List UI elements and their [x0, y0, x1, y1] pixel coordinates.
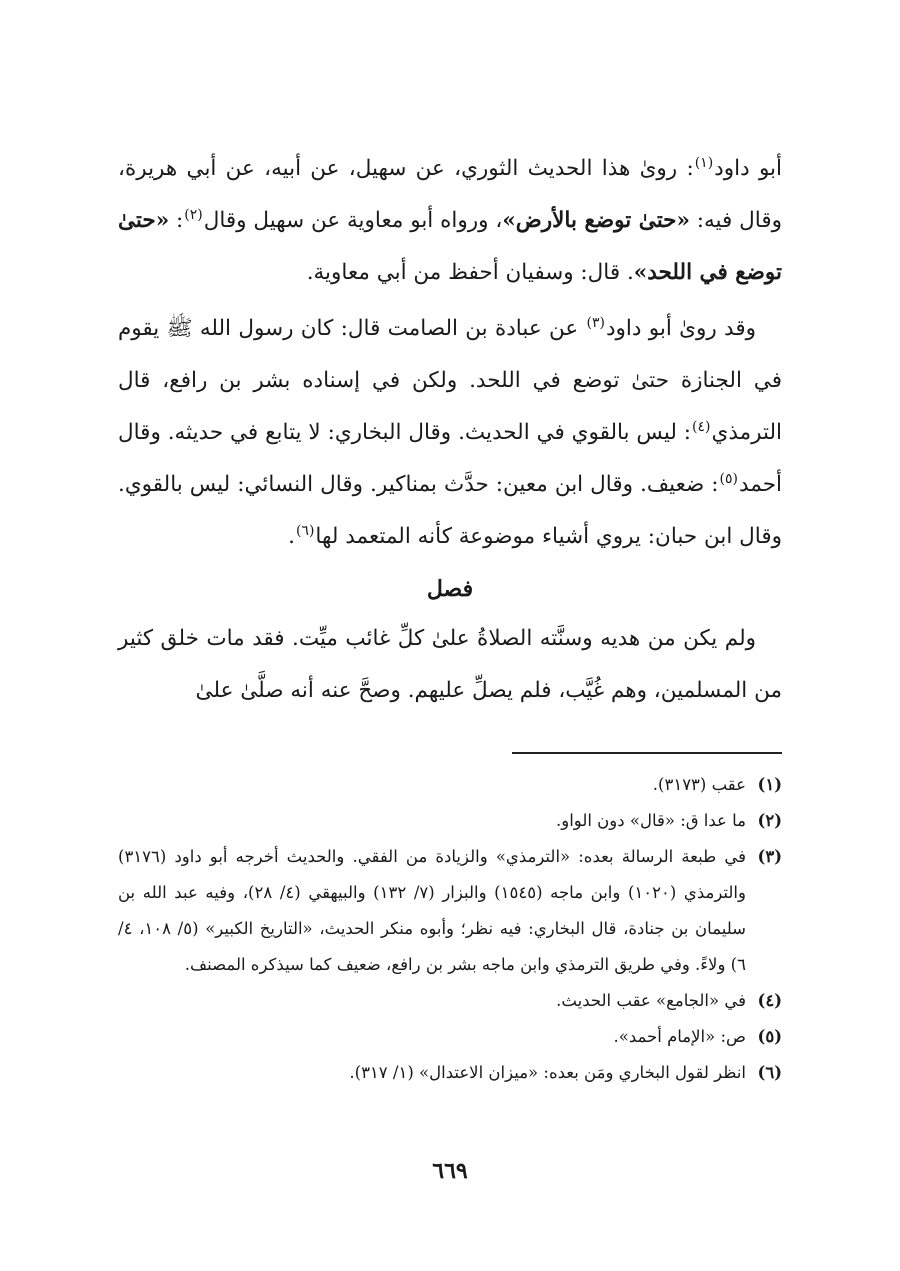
text-run: : ليس بالقوي في الحديث. وقال البخاري: لا يتابع في حديثه. وقال أحمد — [118, 420, 782, 497]
page-number: ٦٦٩ — [432, 1158, 468, 1184]
footnote-text: ص: «الإمام أحمد». — [613, 1027, 746, 1046]
footnote-text: ما عدا ق: «قال» دون الواو. — [556, 811, 746, 830]
text-run: . قال: وسفيان أحفظ من أبي معاوية. — [306, 260, 634, 285]
text-run: ، ورواه أبو معاوية عن سهيل وقال — [203, 208, 503, 233]
quoted-hadith-phrase: «حتىٰ توضع بالأرض» — [502, 208, 690, 233]
paragraph-1 — [118, 143, 782, 299]
footnote-text: في طبعة الرسالة بعده: «الترمذي» والزيادة من الفقي. والحديث أخرجه أبو داود (٣١٧٦) والترمذي (١٠٢٠) وابن ماجه (١٥٤٥) والبزار (٧/ ١٣٢) والبيهقي (٤/ ٢٨)، وفيه عبد الله بن سليمان بن جنادة، قال البخاري: فيه نظر؛ وأبوه منكر الحديث، «التاريخ الكبير» (٥/ ١٠٨، ٤/ ٦) ولاءً. وفي طريق الترمذي وابن ماجه بشر بن رافع، ضعيف كما سيذكره المصنف. — [118, 847, 746, 974]
section-title: فصل — [426, 576, 474, 602]
footnote-number: (١) — [757, 775, 782, 794]
footnote-number: (٥) — [757, 1027, 782, 1046]
text-run: وقد روىٰ أبو داود — [605, 316, 756, 341]
footnote-reference: (١) — [694, 154, 714, 171]
footnote-item — [118, 839, 782, 983]
text-run: أبو داود — [714, 156, 783, 181]
text-run: : ضعيف. وقال ابن معين: حدَّث بمناكير. وقال النسائي: ليس بالقوي. وقال ابن حبان: يروي أشياء موضوعة كأنه المتعمد لها — [118, 472, 782, 549]
footnote-reference: (٦) — [295, 522, 315, 539]
footnotes — [118, 767, 782, 1091]
footnote-number: (٢) — [757, 811, 782, 830]
footnote-text: انظر لقول البخاري ومَن بعده: «ميزان الاعتدال» (١/ ٣١٧). — [349, 1063, 746, 1082]
footnote-item — [118, 1019, 782, 1055]
text-run: عن عبادة بن الصامت قال: كان رسول الله ﷺ يقوم في الجنازة حتىٰ توضع في اللحد. ولكن في إسناده بشر بن رافع، قال الترمذي — [118, 316, 782, 445]
footnote-reference: (٤) — [692, 418, 711, 435]
footnote-reference: (٢) — [184, 206, 203, 223]
footnote-divider — [512, 752, 782, 754]
text-run: . — [288, 524, 295, 549]
footnote-reference: (٣) — [586, 314, 605, 331]
footnote-number: (٦) — [757, 1063, 782, 1082]
footnote-item — [118, 1055, 782, 1091]
footnote-text: عقب (٣١٧٣). — [652, 775, 746, 794]
footnote-text: في «الجامع» عقب الحديث. — [556, 991, 746, 1010]
section-paragraph: ولم يكن من هديه وسنَّته الصلاةُ علىٰ كلِّ غائب ميِّت. فقد مات خلق كثير من المسلمين، وهم غُيَّب، فلم يصلِّ عليهم. وصحَّ عنه أنه صلَّىٰ علىٰ — [118, 626, 782, 703]
footnote-item — [118, 983, 782, 1019]
main-text — [118, 143, 782, 717]
footnote-item — [118, 767, 782, 803]
text-run: : روىٰ هذا الحديث الثوري، عن سهيل، عن أبيه، عن أبي هريرة، وقال فيه: — [118, 156, 782, 233]
footnote-number: (٤) — [757, 991, 782, 1010]
footnote-number: (٣) — [757, 847, 782, 866]
footnote-item — [118, 803, 782, 839]
text-run: : — [169, 208, 184, 233]
paragraph-2 — [118, 303, 782, 563]
footnote-reference: (٥) — [719, 470, 739, 487]
quoted-hadith-phrase: «حتىٰ توضع في اللحد» — [118, 208, 782, 285]
